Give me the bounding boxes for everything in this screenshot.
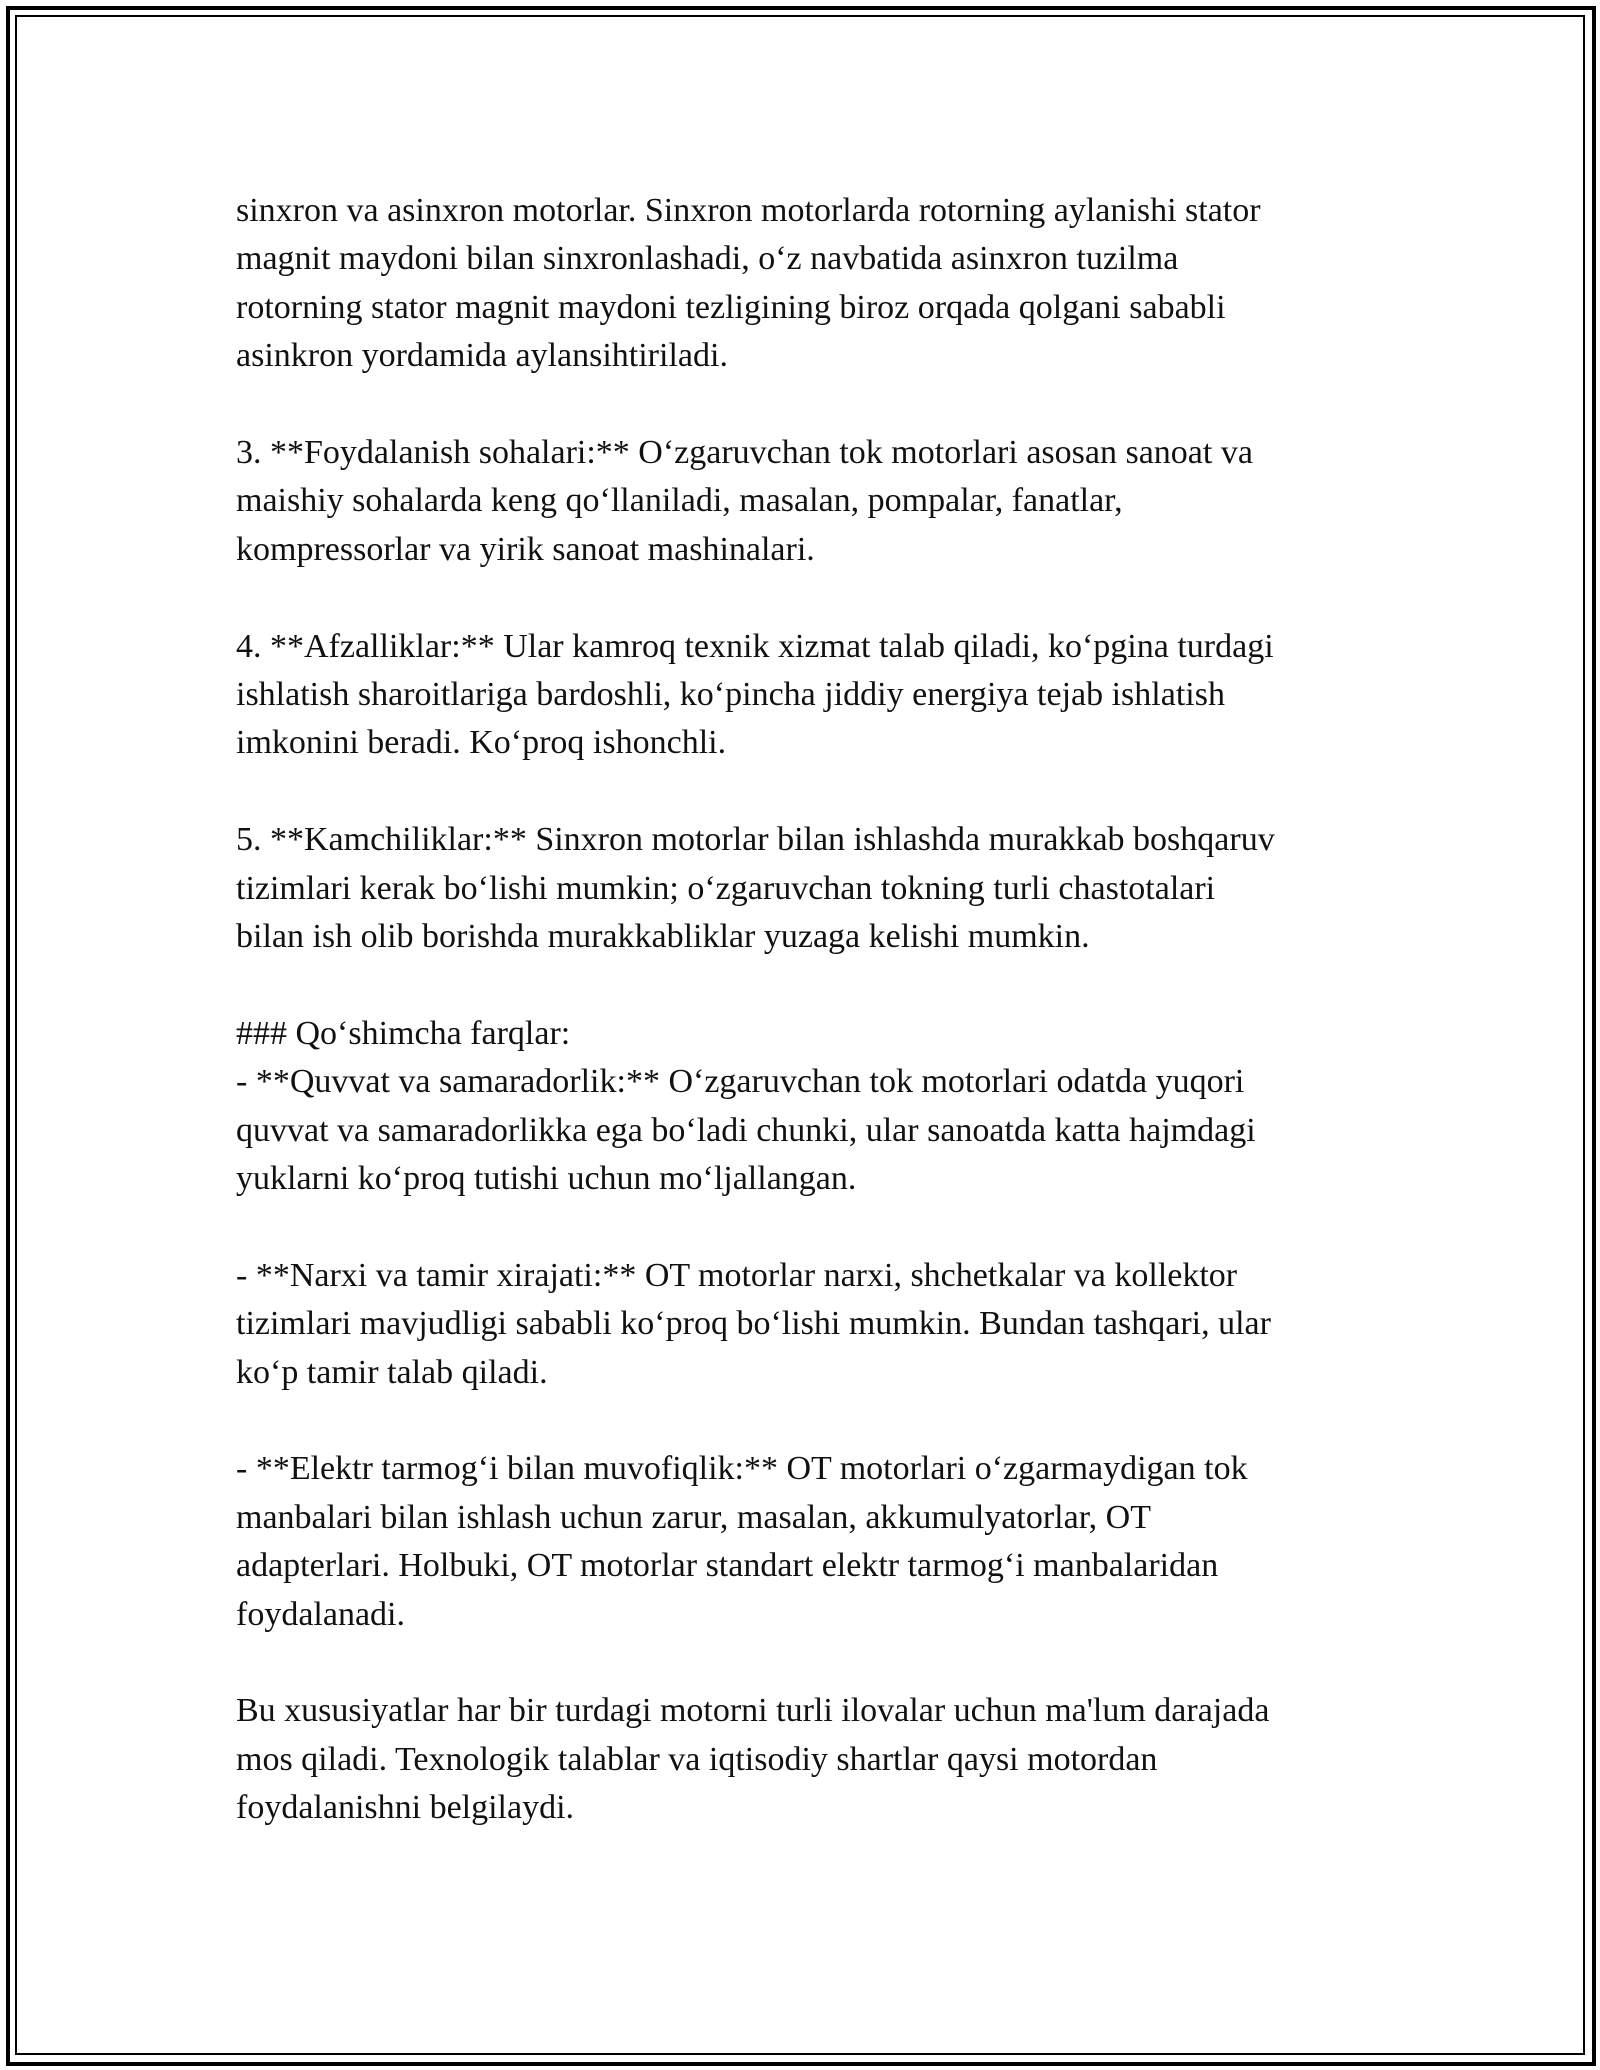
text-line: tizimlari kerak bo‘lishi mumkin; o‘zgaruvchan tokning turli chastotalari <box>236 869 1216 907</box>
bullet-elektr-tarmogi <box>236 1445 1376 1639</box>
text-line: yuklarni ko‘proq tutishi uchun mo‘ljallangan. <box>236 1160 857 1198</box>
text-line: quvvat va samaradorlikka ega bo‘ladi chunki, ular sanoatda katta hajmdagi <box>236 1111 1256 1149</box>
section-heading <box>236 1010 1376 1058</box>
text-line: 3. **Foydalanish sohalari:** O‘zgaruvchan tok motorlari asosan sanoat va <box>236 434 1253 472</box>
heading-line: ### Qo‘shimcha farqlar: <box>236 1014 571 1052</box>
text-line: tizimlari mavjudligi sababli ko‘proq bo‘lishi mumkin. Bundan tashqari, ular <box>236 1305 1271 1343</box>
text-line: manbalari bilan ishlash uchun zarur, masalan, akkumulyatorlar, OT <box>236 1498 1151 1536</box>
text-line: mos qiladi. Texnologik talablar va iqtisodiy shartlar qaysi motordan <box>236 1740 1158 1778</box>
text-line: asinkron yordamida aylansihtiriladi. <box>236 337 728 375</box>
text-line: ishlatish sharoitlariga bardoshli, ko‘pincha jiddiy energiya tejab ishlatish <box>236 676 1225 714</box>
list-item-foydalanish-sohalari <box>236 429 1376 574</box>
text-line: imkonini beradi. Ko‘proq ishonchli. <box>236 724 727 762</box>
bullet-narxi-va-tamir <box>236 1252 1376 1397</box>
text-line: foydalanishni belgilaydi. <box>236 1789 575 1827</box>
text-line: - **Elektr tarmog‘i bilan muvofiqlik:** OT motorlari o‘zgarmaydigan tok <box>236 1450 1248 1488</box>
text-line: rotorning stator magnit maydoni tezligining biroz orqada qolgani sababli <box>236 288 1226 326</box>
text-line: 5. **Kamchiliklar:** Sinxron motorlar bilan ishlashda murakkab boshqaruv <box>236 821 1275 859</box>
text-line: kompressorlar va yirik sanoat mashinalari. <box>236 530 815 568</box>
text-line: bilan ish olib borishda murakkabliklar yuzaga kelishi mumkin. <box>236 918 1090 956</box>
list-item-kamchiliklar <box>236 816 1376 961</box>
paragraph-intro-continuation <box>236 187 1376 381</box>
text-line: Bu xususiyatlar har bir turdagi motorni turli ilovalar uchun ma'lum darajada <box>236 1692 1270 1730</box>
text-line: 4. **Afzalliklar:** Ular kamroq texnik xizmat talab qiladi, ko‘pgina turdagi <box>236 627 1274 665</box>
text-line: sinxron va asinxron motorlar. Sinxron motorlarda rotorning aylanishi stator <box>236 192 1261 229</box>
bullet-quvvat-va-samaradorlik <box>236 1058 1376 1203</box>
text-line: - **Quvvat va samaradorlik:** O‘zgaruvchan tok motorlari odatda yuqori <box>236 1063 1245 1101</box>
list-item-afzalliklar <box>236 623 1376 768</box>
text-line: foydalanadi. <box>236 1595 405 1633</box>
text-line: ko‘p tamir talab qiladi. <box>236 1353 548 1391</box>
text-line: maishiy sohalarda keng qo‘llaniladi, masalan, pompalar, fanatlar, <box>236 482 1123 520</box>
text-line: magnit maydoni bilan sinxronlashadi, o‘z navbatida asinxron tuzilma <box>236 240 1179 278</box>
paragraph-conclusion <box>236 1687 1376 1832</box>
text-line: adapterlari. Holbuki, OT motorlar standart elektr tarmog‘i manbalaridan <box>236 1547 1219 1585</box>
document-body <box>236 187 1376 1833</box>
text-line: - **Narxi va tamir xirajati:** OT motorlar narxi, shchetkalar va kollektor <box>236 1256 1238 1294</box>
